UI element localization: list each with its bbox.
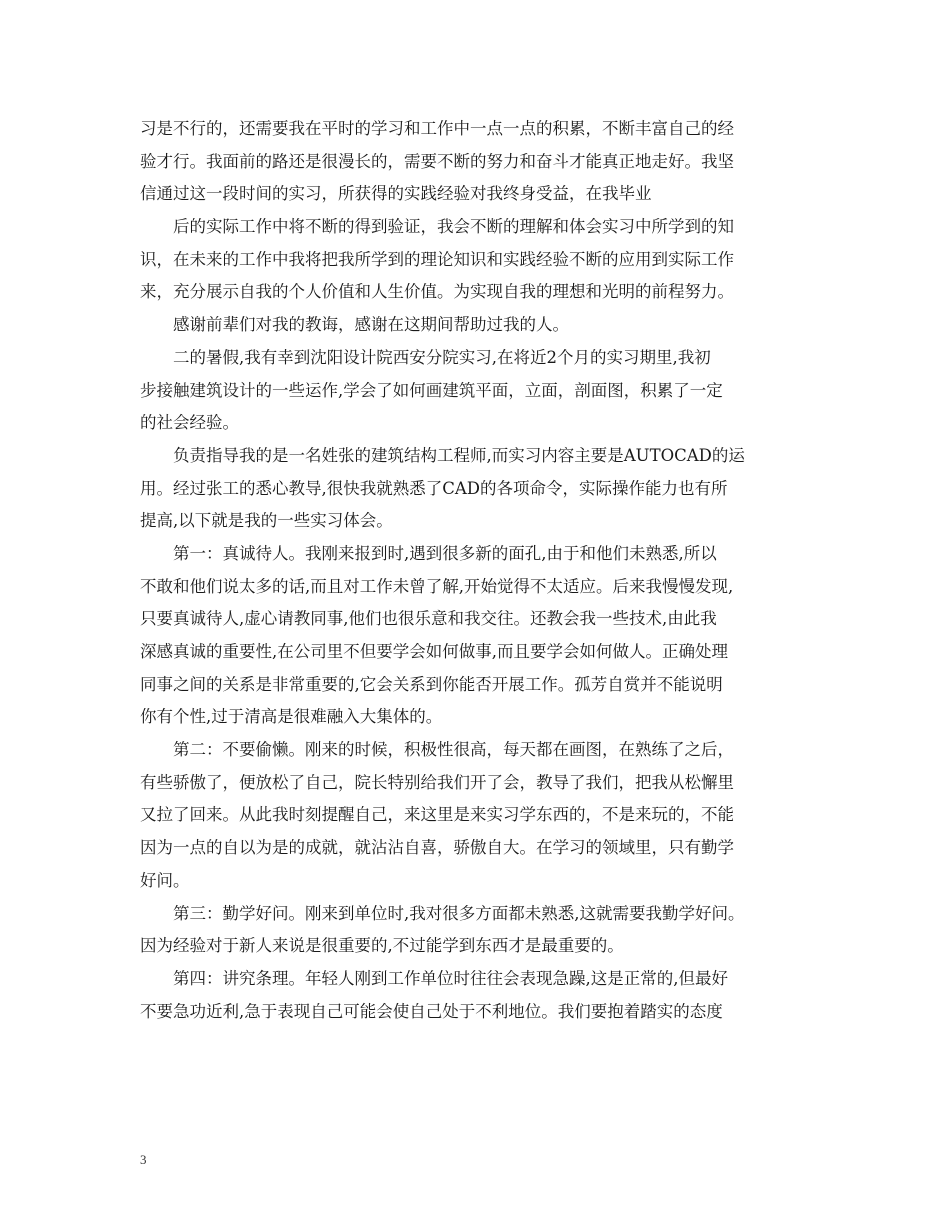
text-line: 负责指导我的是一名姓张的建筑结构工程师,而实习内容主要是AUTOCAD的运 (173, 445, 745, 465)
text-line: 第二：不要偷懒。刚来的时候，积极性很高，每天都在画图，在熟练了之后， (173, 740, 734, 760)
text-line: 你有个性,过于清高是很难融入大集体的。 (140, 707, 443, 727)
text-line: 不敢和他们说太多的话,而且对工作未曾了解,开始觉得不太适应。后来我慢慢发现, (140, 576, 734, 596)
text-line: 第三：勤学好问。刚来到单位时,我对很多方面都未熟悉,这就需要我勤学好问。 (173, 903, 745, 923)
text-line: 不要急功近利,急于表现自己可能会使自己处于不利地位。我们要抱着踏实的态度 (140, 1001, 723, 1021)
text-line: 因为一点的自以为是的成就，就沾沾自喜，骄傲自大。在学习的领域里，只有勤学 (140, 838, 734, 858)
text-line: 有些骄傲了，便放松了自己，院长特别给我们开了会，教导了我们，把我从松懈里 (140, 772, 734, 792)
text-line: 第四：讲究条理。年轻人刚到工作单位时往往会表现急躁,这是正常的,但最好 (173, 968, 728, 988)
document-body (140, 113, 820, 1028)
text-line: 验才行。我面前的路还是很漫长的，需要不断的努力和奋斗才能真正地走好。我坚 (140, 151, 734, 171)
text-line: 因为经验对于新人来说是很重要的,不过能学到东西才是最重要的。 (140, 936, 624, 956)
text-line: 第一：真诚待人。我刚来报到时,遇到很多新的面孔,由于和他们未熟悉,所以 (173, 543, 717, 563)
text-line: 后的实际工作中将不断的得到验证，我会不断的理解和体会实习中所学到的知 (173, 217, 734, 237)
text-line: 来，充分展示自我的个人价值和人生价值。为实现自我的理想和光明的前程努力。 (140, 282, 734, 302)
text-line: 提高,以下就是我的一些实习体会。 (140, 511, 393, 531)
text-line: 只要真诚待人,虚心请教同事,他们也很乐意和我交往。还教会我一些技术,由此我 (140, 609, 717, 629)
text-line: 步接触建筑设计的一些运作,学会了如何画建筑平面，立面，剖面图，积累了一定 (140, 380, 723, 400)
text-line: 又拉了回来。从此我时刻提醒自己，来这里是来实习学东西的，不是来玩的，不能 (140, 805, 734, 825)
text-line: 深感真诚的重要性,在公司里不但要学会如何做事,而且要学会如何做人。正确处理 (140, 642, 728, 661)
page-number: 3 (140, 1152, 147, 1167)
text-line: 信通过这一段时间的实习，所获得的实践经验对我终身受益，在我毕业 (140, 184, 652, 204)
text-line: 二的暑假,我有幸到沈阳设计院西安分院实习,在将近2个月的实习期里,我初 (173, 347, 711, 367)
text-line: 习是不行的，还需要我在平时的学习和工作中一点一点的积累，不断丰富自己的经 (140, 119, 734, 138)
text-line: 好问。 (140, 870, 190, 890)
text-line: 同事之间的关系是非常重要的,它会关系到你能否开展工作。孤芳自赏并不能说明 (140, 674, 723, 694)
text-line: 识，在未来的工作中我将把我所学到的理论知识和实践经验不断的应用到实际工作 (140, 249, 734, 269)
text-line: 用。经过张工的悉心教导,很快我就熟悉了CAD的各项命令，实际操作能力也有所 (140, 478, 728, 498)
text-line: 感谢前辈们对我的教诲，感谢在这期间帮助过我的人。 (173, 315, 569, 335)
text-line: 的社会经验。 (140, 413, 239, 433)
